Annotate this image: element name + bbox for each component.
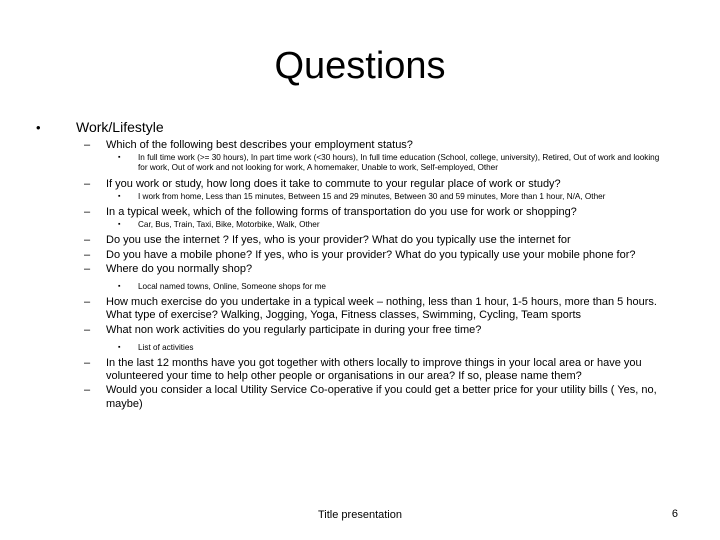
question-item [0, 234, 720, 247]
question-text: In a typical week, which of the following forms of transportation do you use for work or shopping? [106, 206, 577, 219]
answer-options-text: In full time work (>= 30 hours), In part time work (<30 hours), In full time education (School, college, university), Retired, Out of work and looking for work, Out of work and not looking for work, A homemaker, Unable to work, Self-employed, Other [138, 153, 660, 173]
answer-options-text: Local named towns, Online, Someone shops for me [138, 282, 326, 292]
answer-options [0, 192, 720, 202]
answer-options-text: Car, Bus, Train, Taxi, Bike, Motorbike, Walk, Other [138, 220, 320, 230]
question-list [0, 138, 720, 411]
answer-options [0, 343, 720, 353]
section-heading: Work/Lifestyle [76, 119, 164, 135]
answer-options-text: I work from home, Less than 15 minutes, Between 15 and 29 minutes, Between 30 and 59 minutes, More than 1 hour, N/A, Other [138, 191, 606, 201]
dash-marker: – [84, 262, 91, 275]
dash-marker: – [84, 139, 91, 151]
question-text: Do you use the internet ? If yes, who is your provider? What do you typically use the internet for [106, 234, 571, 247]
question-item [0, 139, 720, 152]
dash-marker: – [84, 296, 91, 309]
dash-marker: – [84, 234, 91, 247]
question-text: What non work activities do you regularly participate in during your free time? [106, 323, 482, 336]
question-item [0, 249, 720, 262]
answer-options [0, 153, 720, 173]
question-item [0, 296, 720, 322]
footer-title: Title presentation [318, 509, 402, 521]
question-text: Which of the following best describes your employment status? [106, 139, 413, 151]
question-text: In the last 12 months have you got together with others locally to improve things in your local area or have you volunteered your time to help other people or organisations in our area? If so, please name them? [106, 357, 642, 383]
question-item [0, 178, 720, 191]
answer-options [0, 282, 720, 292]
square-bullet-icon: ▪ [118, 283, 121, 291]
question-text: Would you consider a local Utility Service Co-operative if you could get a better price for your utility bills ( Yes, no, maybe) [106, 384, 657, 410]
bullet-marker: • [36, 120, 41, 135]
page-number: 6 [671, 508, 678, 520]
square-bullet-icon: ▪ [118, 221, 121, 229]
dash-marker: – [84, 248, 91, 261]
slide-title: Questions [274, 45, 446, 87]
question-text: If you work or study, how long does it take to commute to your regular place of work or study? [106, 177, 561, 190]
square-bullet-icon: ▪ [118, 154, 121, 162]
question-item [0, 357, 720, 383]
question-item [0, 324, 720, 337]
square-bullet-icon: ▪ [118, 192, 121, 200]
answer-options-text: List of activities [138, 342, 194, 352]
question-item [0, 206, 720, 219]
dash-marker: – [84, 384, 91, 397]
square-bullet-icon: ▪ [118, 343, 121, 351]
dash-marker: – [84, 206, 91, 219]
answer-options [0, 220, 720, 230]
question-text: Do you have a mobile phone? If yes, who is your provider? What do you typically use your mobile phone for? [106, 248, 636, 261]
dash-marker: – [84, 177, 91, 190]
question-item [0, 384, 720, 410]
dash-marker: – [84, 323, 91, 336]
question-item [0, 263, 720, 276]
question-text: Where do you normally shop? [106, 262, 253, 275]
dash-marker: – [84, 357, 91, 370]
question-text: How much exercise do you undertake in a typical week – nothing, less than 1 hour, 1-5 hours, more than 5 hours. What type of exercise? Walking, Jogging, Yoga, Fitness classes, Swimming, Cycling, Team sports [106, 296, 657, 322]
